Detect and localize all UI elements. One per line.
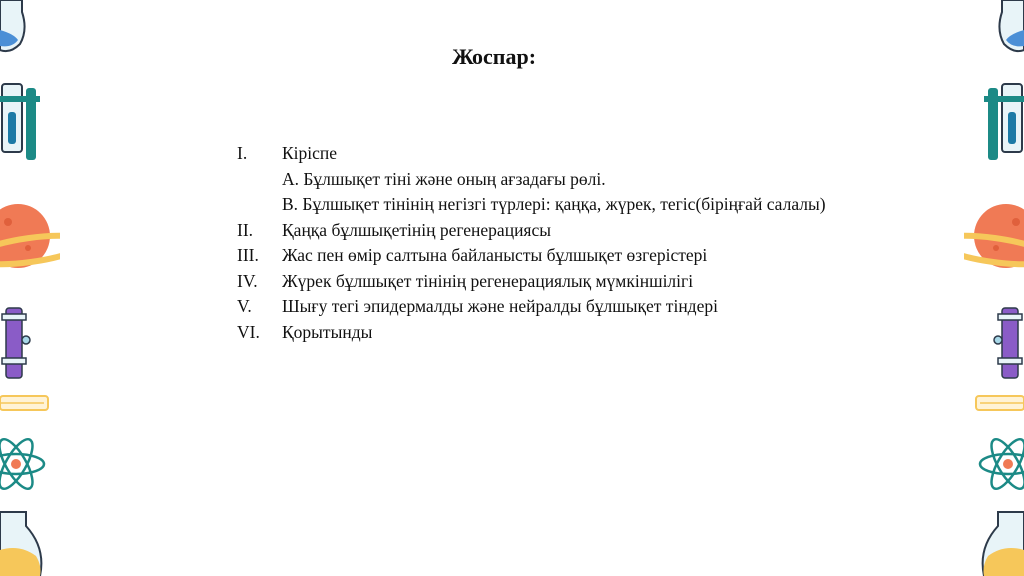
item-number: IV. — [237, 270, 258, 291]
item-number: V. — [237, 296, 252, 316]
item-text: Жас пен өмір салтына байланысты бұлшықет өзгерістері — [282, 245, 708, 265]
item-text: Қорытынды — [282, 321, 373, 342]
microscope-icon — [2, 308, 30, 378]
outline-item — [237, 294, 827, 320]
planet-icon — [964, 204, 1024, 270]
subitem-text: В. Бұлшықет тінінің негізгі түрлері: қаңқа, жүрек, тегіс(біріңғай салалы) — [282, 194, 826, 214]
item-text: Кіріспе — [282, 143, 338, 163]
beaker-icon — [983, 512, 1024, 576]
left-decoration-border — [0, 0, 60, 576]
outline-item — [237, 320, 827, 346]
microscope-icon — [994, 308, 1022, 378]
planet-icon — [0, 204, 60, 270]
item-text: Қаңқа бұлшықетінің регенерациясы — [282, 219, 552, 240]
right-decoration-border — [964, 0, 1024, 576]
outline-subitem — [237, 167, 827, 193]
test-tube-icon — [984, 84, 1024, 160]
outline-item — [237, 243, 827, 269]
outline-item — [237, 141, 827, 167]
item-text: Жүрек бұлшықет тінінің регенерациялық мүмкіншілігі — [282, 270, 694, 291]
beaker-icon — [0, 512, 41, 576]
book-icon — [976, 396, 1024, 410]
item-number: VI. — [237, 321, 260, 342]
outline-list — [237, 141, 827, 345]
atom-icon — [980, 435, 1024, 493]
outline-subitem — [237, 192, 827, 218]
outline-item — [237, 218, 827, 244]
outline-item — [237, 269, 827, 295]
item-number: II. — [237, 219, 254, 240]
book-icon — [0, 396, 48, 410]
subitem-text: А. Бұлшықет тіні және оның ағзадағы рөлі. — [282, 168, 606, 189]
slide-title: Жоспар: — [451, 44, 537, 69]
item-text: Шығу тегі эпидермалды және нейралды бұлшықет тіндері — [282, 296, 718, 316]
item-number: III. — [237, 245, 259, 265]
item-number: I. — [237, 143, 248, 163]
test-tube-icon — [0, 84, 40, 160]
atom-icon — [0, 435, 44, 493]
flask-icon — [999, 0, 1024, 51]
